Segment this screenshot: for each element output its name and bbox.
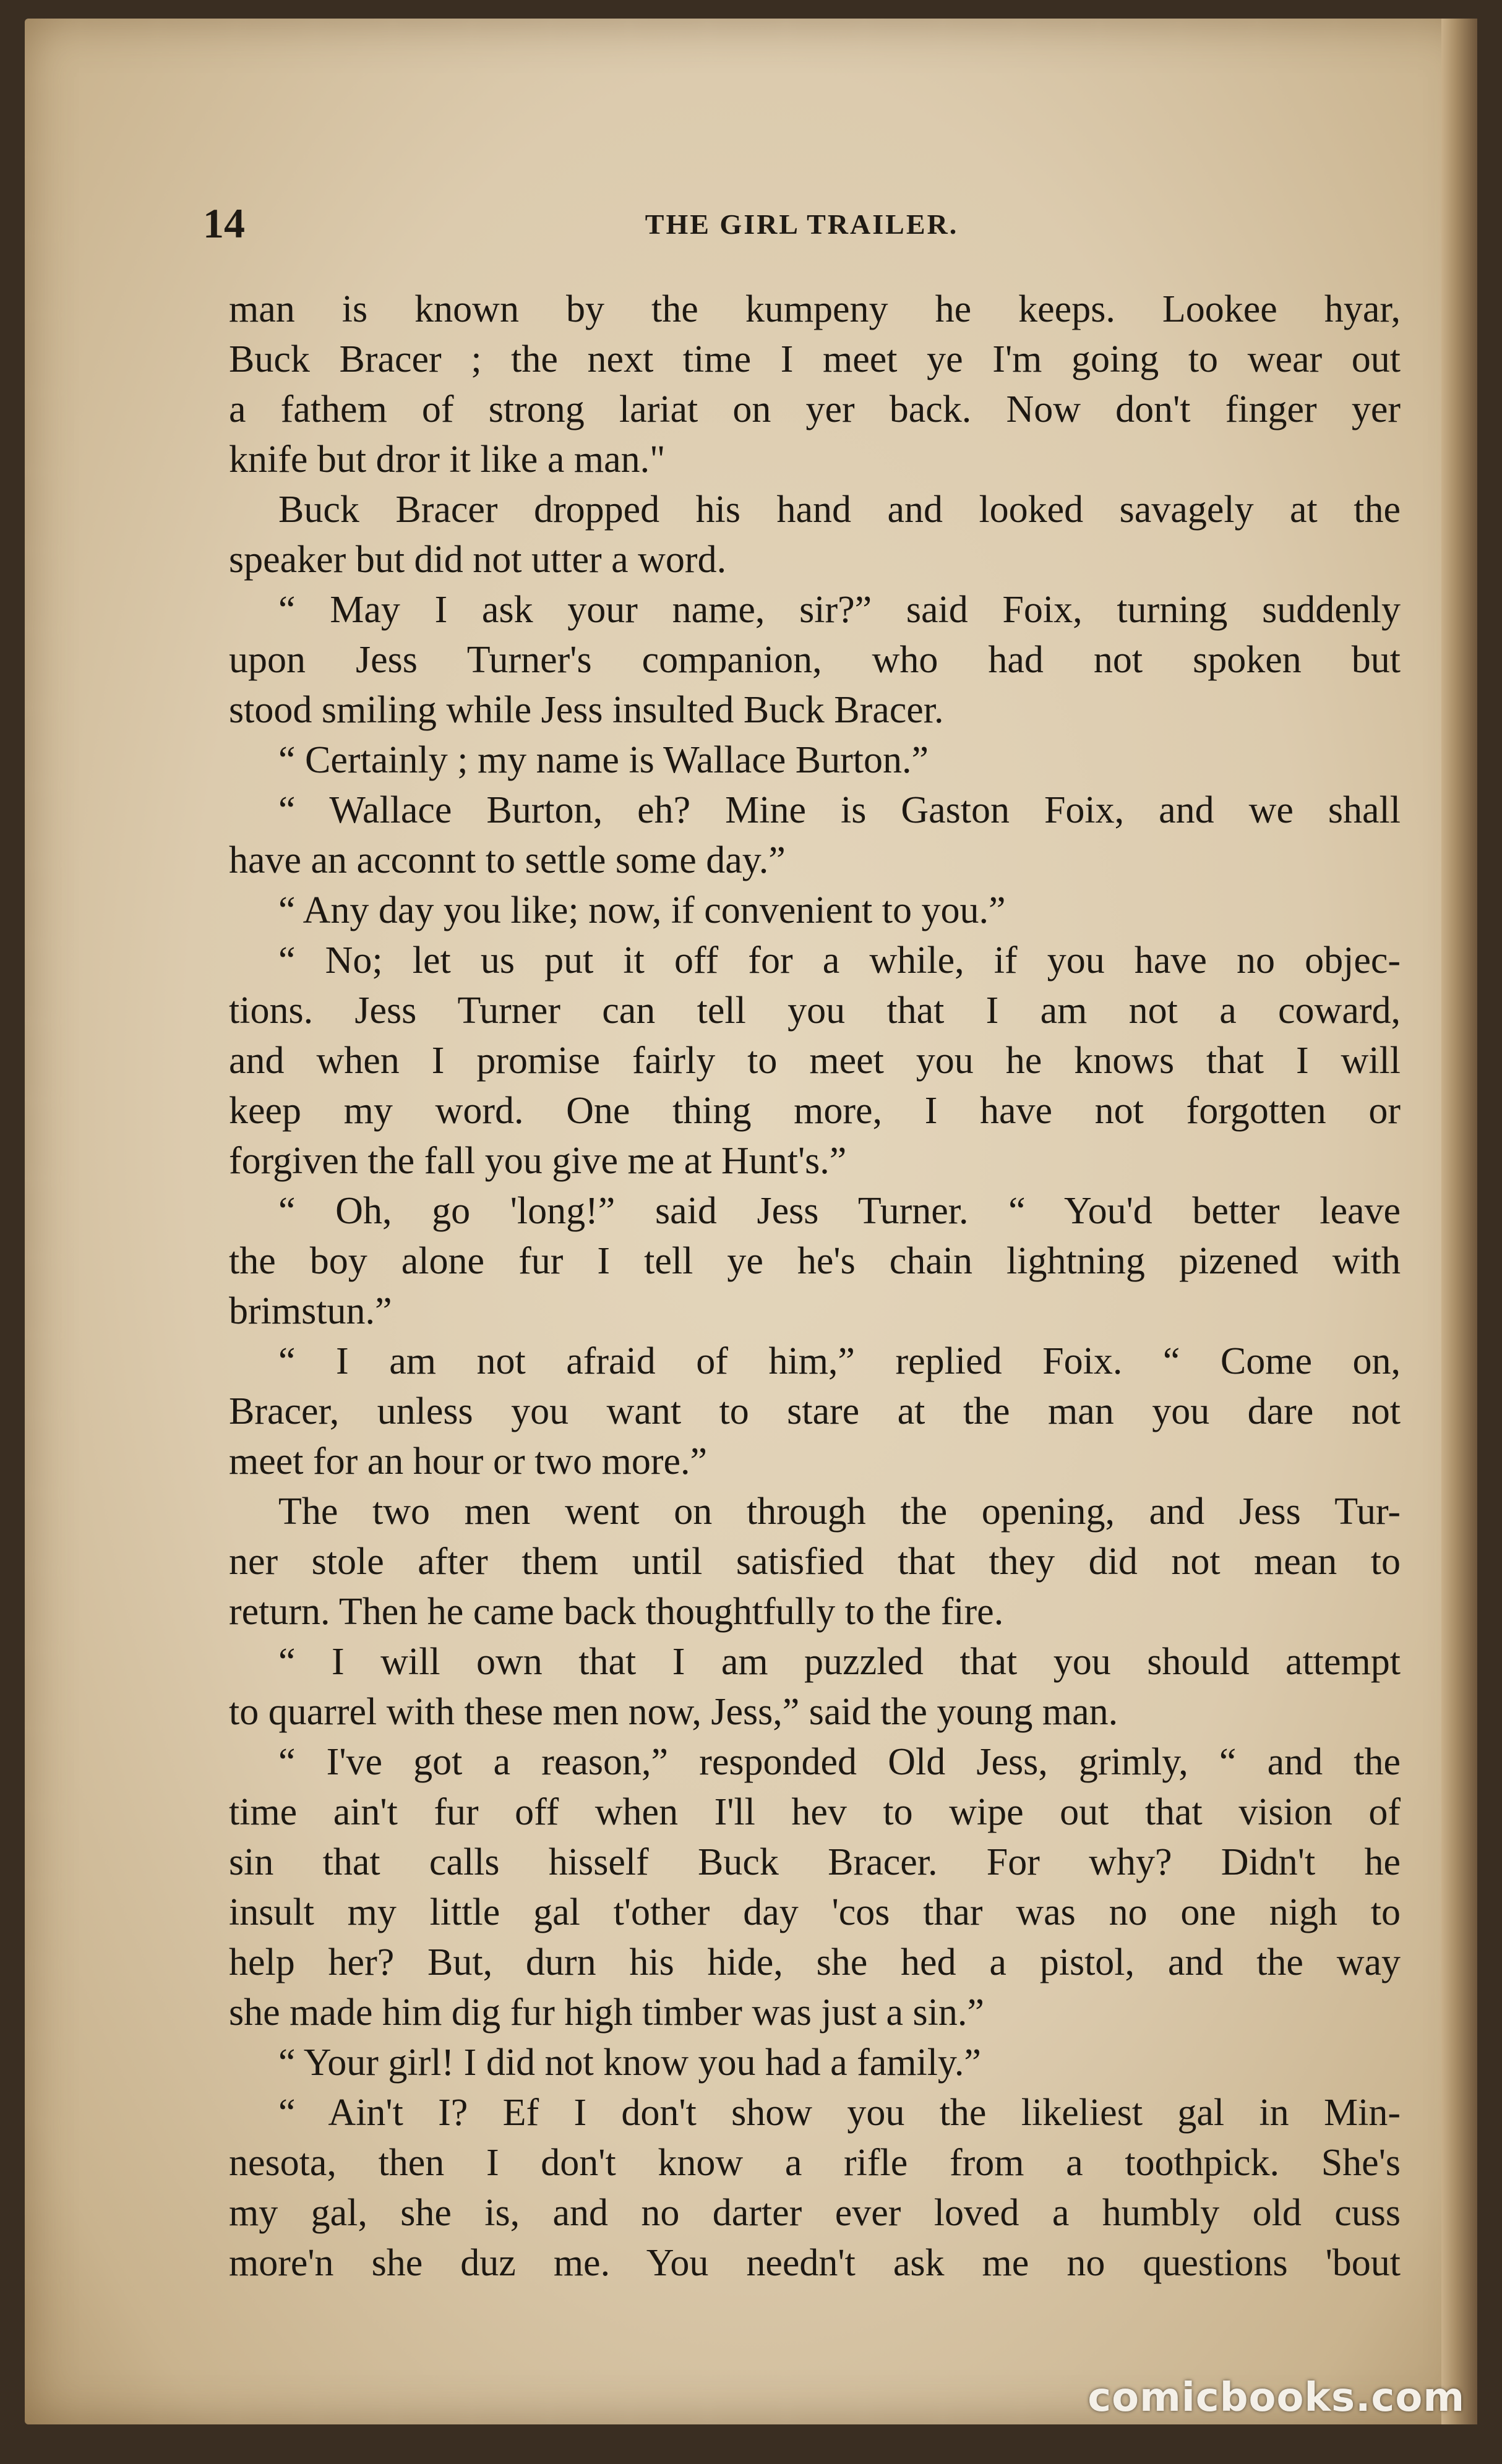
text-line: “ I am not afraid of him,” replied Foix. “ Come on, <box>278 1340 1401 1382</box>
text-line: she made him dig fur high timber was just a sin.” <box>229 1991 984 2034</box>
text-line: “ Ain't I? Ef I don't show you the likeliest gal in Min- <box>278 2092 1401 2134</box>
text-line: The two men went on through the opening, and Jess Tur- <box>278 1491 1401 1533</box>
text-line: tions. Jess Turner can tell you that I am not a coward, <box>229 990 1401 1032</box>
text-line: brimstun.” <box>229 1290 392 1332</box>
text-line: and when I promise fairly to meet you he knows that I will <box>229 1040 1401 1082</box>
text-line: more'n she duz me. You needn't ask me no questions 'bout <box>229 2242 1401 2284</box>
text-line: keep my word. One thing more, I have not forgotten or <box>229 1090 1401 1132</box>
text-line: sin that calls hisself Buck Bracer. For why? Didn't he <box>229 1841 1401 1883</box>
text-line: speaker but did not utter a word. <box>229 539 727 581</box>
text-line: Buck Bracer ; the next time I meet ye I'm going to wear out <box>229 338 1401 380</box>
text-line: Buck Bracer dropped his hand and looked savagely at the <box>278 489 1401 531</box>
text-line: “ Your girl! I did not know you had a family.” <box>278 2042 981 2084</box>
text-line: “ Oh, go 'long!” said Jess Turner. “ You'd better leave <box>278 1190 1401 1232</box>
text-line: Bracer, unless you want to stare at the man you dare not <box>229 1390 1401 1432</box>
page-number: 14 <box>203 200 245 247</box>
text-line: forgiven the fall you give me at Hunt's.” <box>229 1140 847 1182</box>
text-line: ner stole after them until satisfied that they did not mean to <box>229 1541 1401 1583</box>
text-line: “ May I ask your name, sir?” said Foix, turning suddenly <box>278 589 1401 631</box>
text-line: help her? But, durn his hide, she hed a pistol, and the way <box>229 1941 1401 1983</box>
watermark: comicbooks.com <box>1088 2375 1465 2421</box>
text-line: upon Jess Turner's companion, who had not spoken but <box>229 639 1401 681</box>
text-line: “ I've got a reason,” responded Old Jess, grimly, “ and the <box>278 1741 1401 1783</box>
text-line: time ain't fur off when I'll hev to wipe out that vision of <box>229 1791 1401 1833</box>
text-line: knife but dror it like a man." <box>229 438 666 481</box>
text-line: “ Wallace Burton, eh? Mine is Gaston Foix, and we shall <box>278 789 1401 831</box>
text-line: a fathem of strong lariat on yer back. Now don't finger yer <box>229 388 1401 430</box>
body-text <box>229 284 1401 2288</box>
text-line: man is known by the kumpeny he keeps. Lookee hyar, <box>229 288 1401 330</box>
text-line: “ No; let us put it off for a while, if you have no objec- <box>278 939 1401 982</box>
text-line: nesota, then I don't know a rifle from a toothpick. She's <box>229 2142 1401 2184</box>
text-line: “ Any day you like; now, if convenient to you.” <box>278 889 1006 931</box>
text-line: “ I will own that I am puzzled that you should attempt <box>278 1641 1401 1683</box>
text-line: “ Certainly ; my name is Wallace Burton.” <box>278 739 929 781</box>
text-line: meet for an hour or two more.” <box>229 1440 708 1482</box>
text-line: return. Then he came back thoughtfully to the fire. <box>229 1591 1004 1633</box>
text-line: my gal, she is, and no darter ever loved a humbly old cuss <box>229 2192 1401 2234</box>
text-line: the boy alone fur I tell ye he's chain lightning pizened with <box>229 1240 1401 1282</box>
text-line: to quarrel with these men now, Jess,” said the young man. <box>229 1691 1118 1733</box>
running-title: THE GIRL TRAILER. <box>645 208 959 240</box>
page-header <box>203 199 1401 267</box>
text-line: insult my little gal t'other day 'cos thar was no one nigh to <box>229 1891 1401 1933</box>
text-line: have an acconnt to settle some day.” <box>229 839 786 881</box>
text-line: stood smiling while Jess insulted Buck Bracer. <box>229 689 944 731</box>
book-spine <box>1441 19 1477 2424</box>
